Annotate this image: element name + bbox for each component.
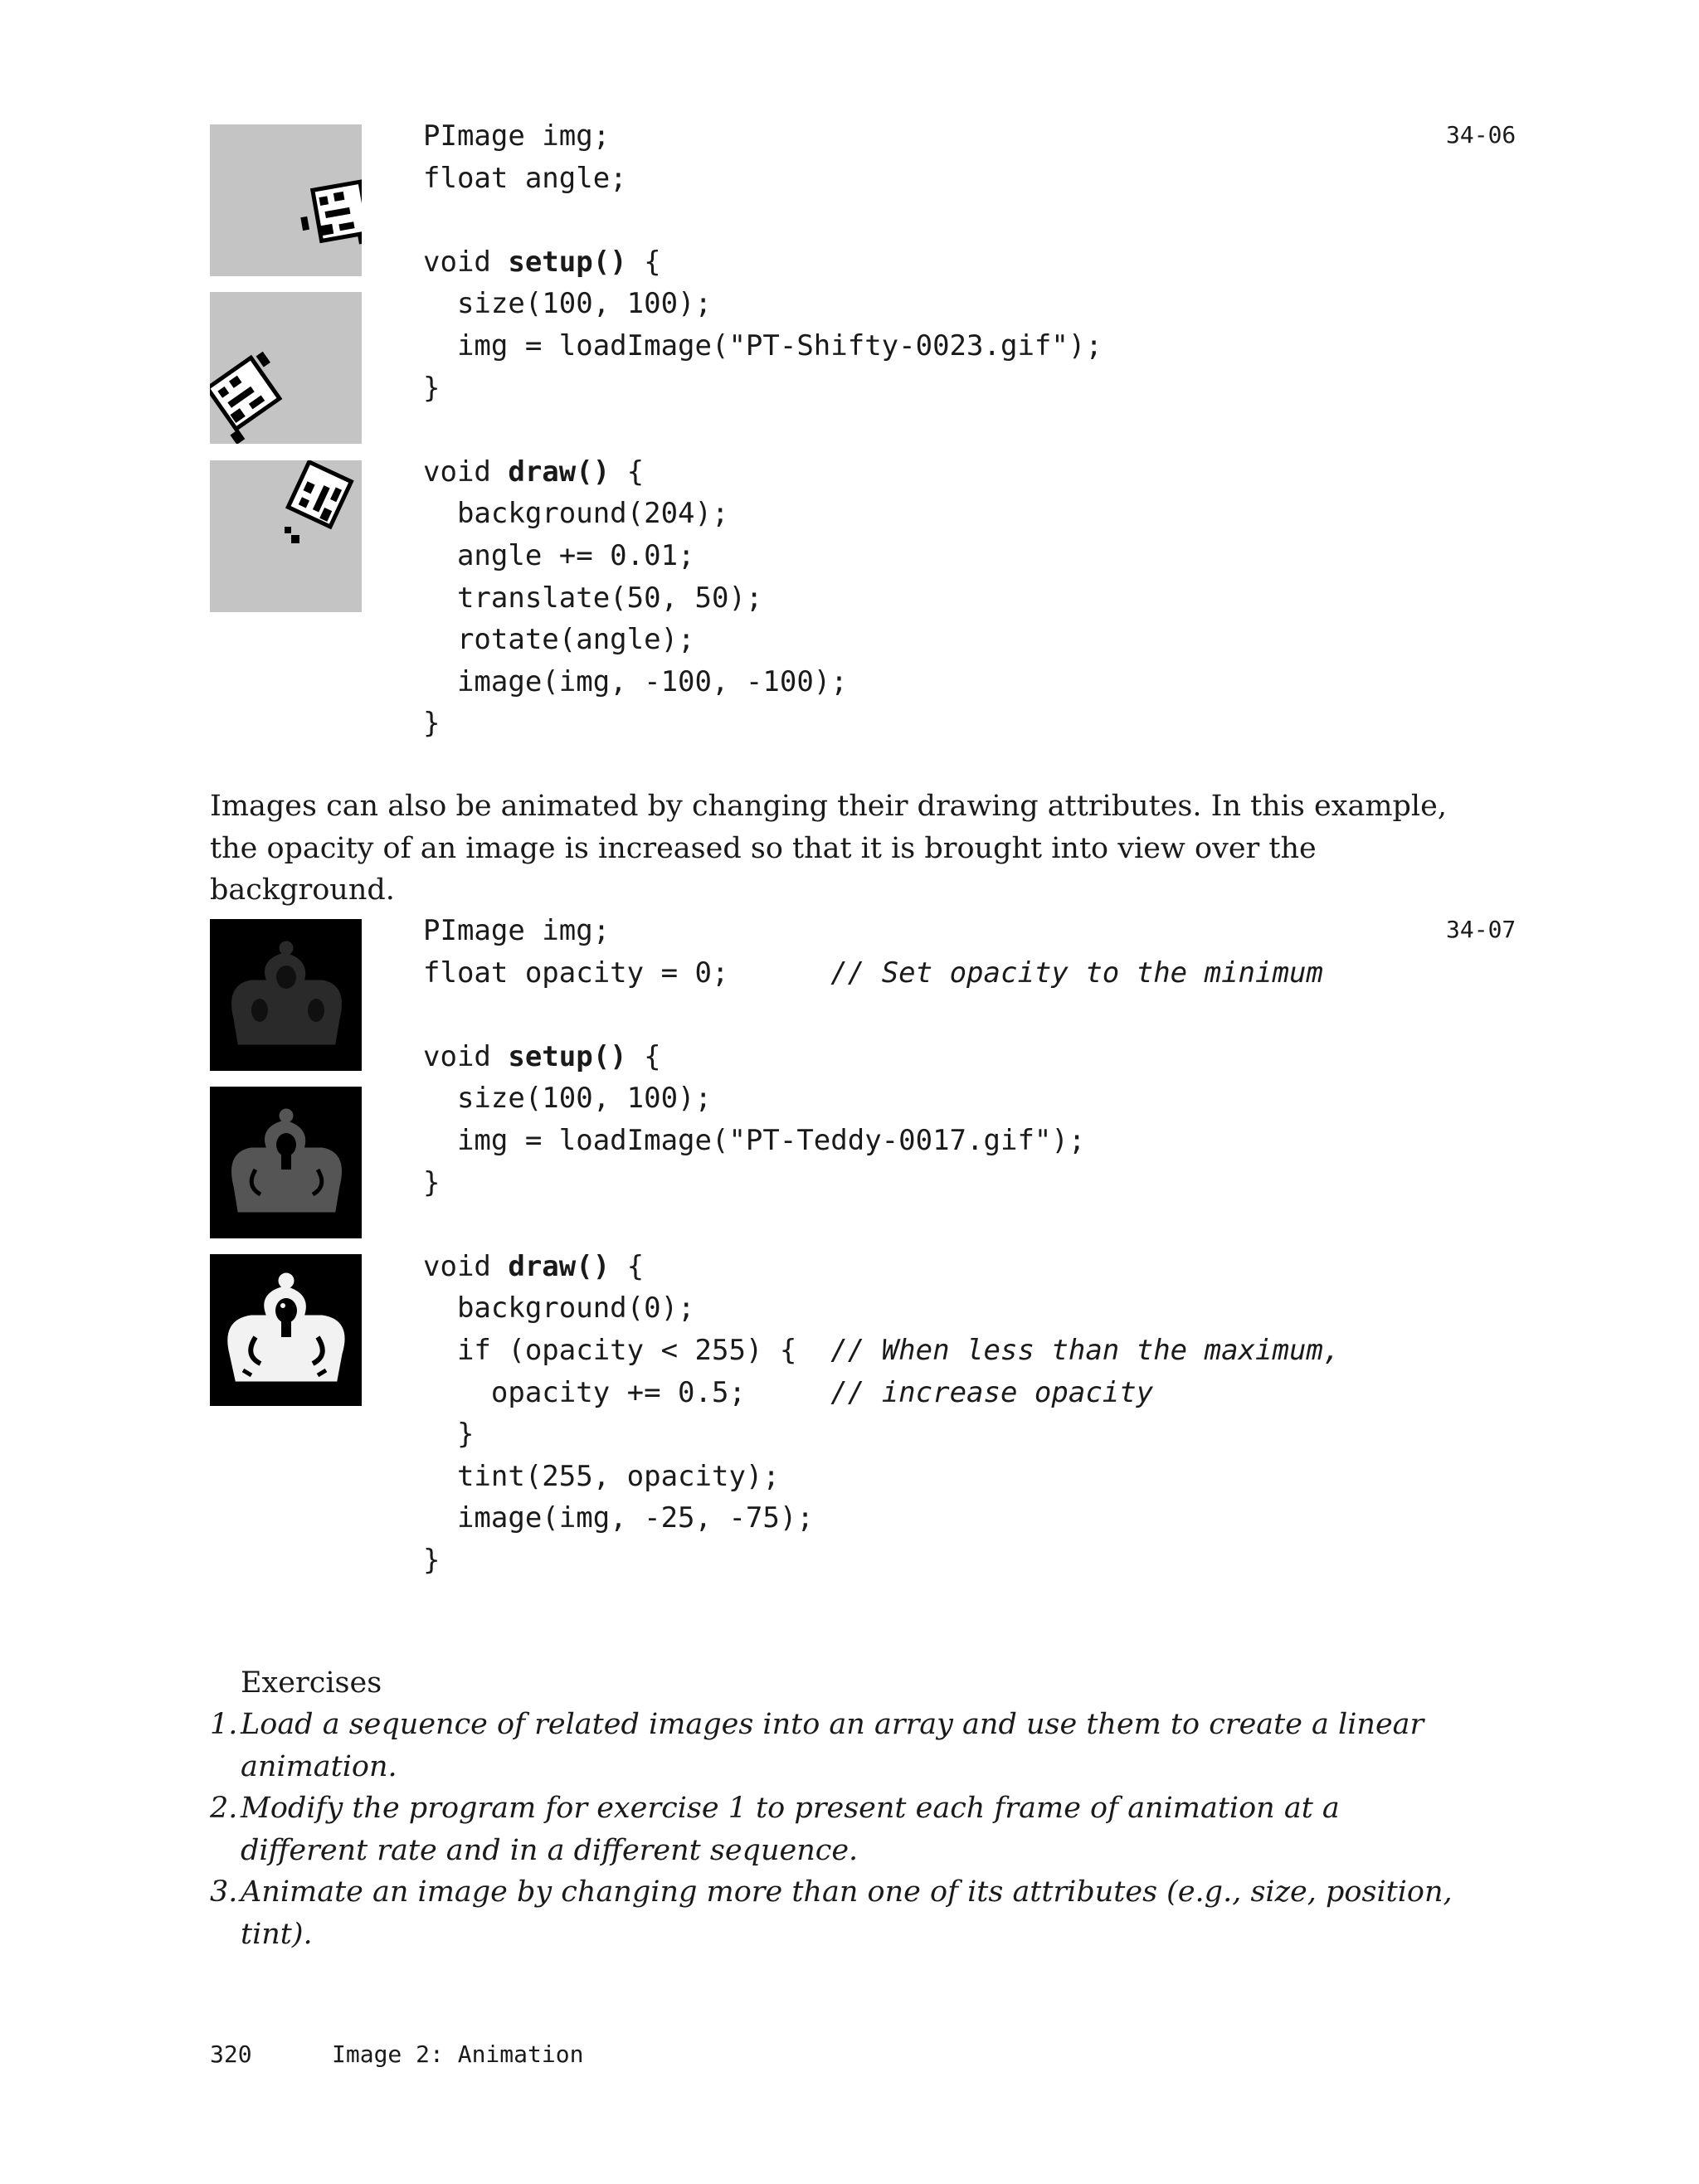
code-listing-34-06: [423, 115, 1103, 745]
brace: {: [626, 1039, 661, 1073]
code-line: [423, 1372, 1340, 1414]
code-line: rotate(angle);: [423, 623, 695, 657]
code-line: }: [423, 371, 441, 405]
fading-teddy-image: [210, 919, 362, 1071]
code-line: angle += 0.01;: [423, 538, 695, 572]
code-line: [423, 1036, 1340, 1078]
code-text: opacity += 0.5;: [423, 1375, 831, 1409]
code-line: image(img, -100, -100);: [423, 664, 848, 698]
exercise-number: 3.: [210, 1875, 238, 1909]
fading-teddy-image: [210, 1087, 362, 1238]
code-line: [423, 952, 1340, 995]
brace: {: [626, 245, 661, 279]
code-text: float opacity = 0;: [423, 956, 831, 990]
code-line: [423, 451, 1103, 494]
exercise-text: Modify the program for exercise 1 to present each frame of animation at a different rate and in a different sequence.: [241, 1792, 1340, 1867]
keyword: void: [423, 455, 509, 489]
example-number: 34-06: [1446, 121, 1516, 148]
rotating-sprite-image: [210, 124, 362, 276]
exercise-text: Load a sequence of related images into an array and use them to create a linear animation.: [241, 1708, 1424, 1783]
function-name: setup(): [508, 245, 627, 279]
function-name: draw(): [508, 1249, 611, 1283]
keyword: void: [423, 1039, 509, 1073]
code-line: }: [423, 1543, 441, 1577]
code-line: float angle;: [423, 161, 627, 195]
code-line: size(100, 100);: [423, 287, 712, 321]
exercise-item: [210, 1704, 1454, 1788]
function-name: draw(): [508, 455, 611, 489]
code-line: translate(50, 50);: [423, 581, 763, 615]
exercise-item: [210, 1871, 1454, 1955]
body-paragraph: Images can also be animated by changing their drawing attributes. In this example, the opacity of an image is increased so that it is brought into view over the background.: [210, 790, 1447, 907]
blank-line: [423, 409, 1103, 451]
page-number: 320: [210, 2041, 252, 2068]
brace: {: [610, 455, 645, 489]
keyword: void: [423, 245, 509, 279]
code-comment: // increase opacity: [830, 1375, 1154, 1409]
code-line: background(0);: [423, 1291, 695, 1325]
example-1-frame-3: [210, 460, 362, 612]
rotating-sprite-image: [210, 292, 362, 444]
exercise-item: [210, 1788, 1454, 1871]
code-line: }: [423, 1165, 441, 1199]
brace: {: [610, 1249, 645, 1283]
example-2-frame-1: [210, 919, 362, 1071]
code-line: size(100, 100);: [423, 1082, 712, 1116]
code-line: [423, 1246, 1340, 1288]
exercises-heading: Exercises: [241, 1666, 382, 1700]
function-name: setup(): [508, 1039, 627, 1073]
example-1-frame-1: [210, 124, 362, 276]
code-line: background(204);: [423, 497, 729, 531]
code-line: img = loadImage("PT-Teddy-0017.gif");: [423, 1123, 1086, 1157]
exercise-number: 2.: [210, 1792, 238, 1825]
code-line: [423, 241, 1103, 284]
fading-teddy-image: [210, 1254, 362, 1406]
keyword: void: [423, 1249, 509, 1283]
code-comment: // When less than the maximum,: [830, 1333, 1341, 1367]
example-number: 34-07: [1446, 916, 1516, 943]
blank-line: [423, 994, 1340, 1036]
exercise-number: 1.: [210, 1708, 238, 1741]
blank-line: [423, 1204, 1340, 1246]
code-line: img = loadImage("PT-Shifty-0023.gif");: [423, 328, 1103, 362]
code-line: tint(255, opacity);: [423, 1459, 780, 1493]
code-line: image(img, -25, -75);: [423, 1501, 814, 1535]
code-line: }: [423, 707, 441, 741]
code-text: if (opacity < 255) {: [423, 1333, 831, 1367]
code-line: [423, 1330, 1340, 1372]
code-line: }: [423, 1418, 475, 1452]
example-2-frame-2: [210, 1087, 362, 1238]
exercise-text: Animate an image by changing more than one of its attributes (e.g., size, position, tint).: [241, 1875, 1453, 1951]
example-1-frame-2: [210, 292, 362, 444]
chapter-title: Image 2: Animation: [332, 2041, 584, 2068]
code-line: PImage img;: [423, 914, 611, 947]
code-line: PImage img;: [423, 119, 611, 153]
rotating-sprite-image: [210, 460, 362, 612]
code-comment: // Set opacity to the minimum: [830, 956, 1323, 990]
code-listing-34-07: [423, 910, 1340, 1582]
example-2-frame-3: [210, 1254, 362, 1406]
exercises-list: [210, 1704, 1454, 1955]
blank-line: [423, 199, 1103, 241]
